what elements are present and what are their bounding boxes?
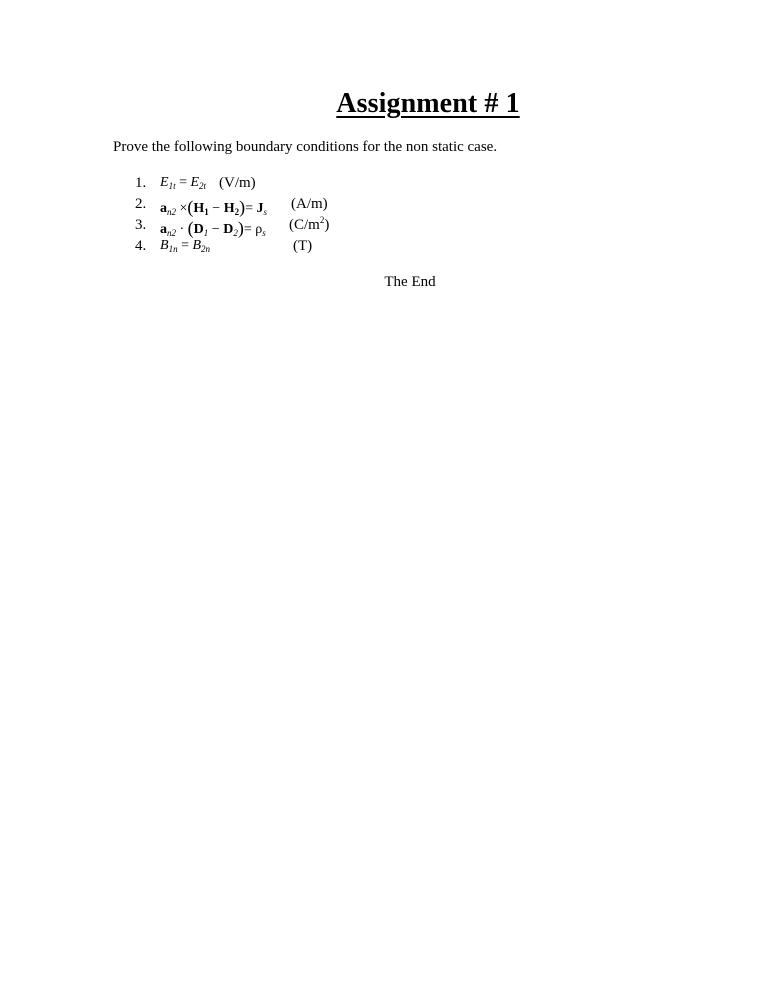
condition-unit: $(C/m^2)$ [289, 215, 330, 233]
condition-equation: $a_{n2} \cdot (D_1 - D_2)= \rho_s$ [160, 218, 266, 238]
assignment-title: Assignment # 1 [336, 88, 520, 119]
condition-number: 4. [135, 238, 147, 254]
intro-text: Prove the following boundary conditions for the non static case. [113, 139, 498, 155]
condition-equation: $B_{1n} = B_{2n}$ [160, 238, 211, 254]
condition-equation: $E_{1t} = E_{2t}$ [160, 175, 207, 191]
condition-number: 1. [135, 175, 147, 191]
closing-text: The End [384, 274, 436, 290]
condition-unit: (T) [293, 238, 313, 254]
condition-unit: (V/m) [219, 175, 256, 191]
condition-unit: (A/m) [291, 196, 328, 212]
condition-equation: $a_{n2} \times(H_1 - H_2)= J_s$ [160, 197, 268, 217]
condition-number: 2. [135, 196, 147, 212]
condition-number: 3. [135, 217, 147, 233]
